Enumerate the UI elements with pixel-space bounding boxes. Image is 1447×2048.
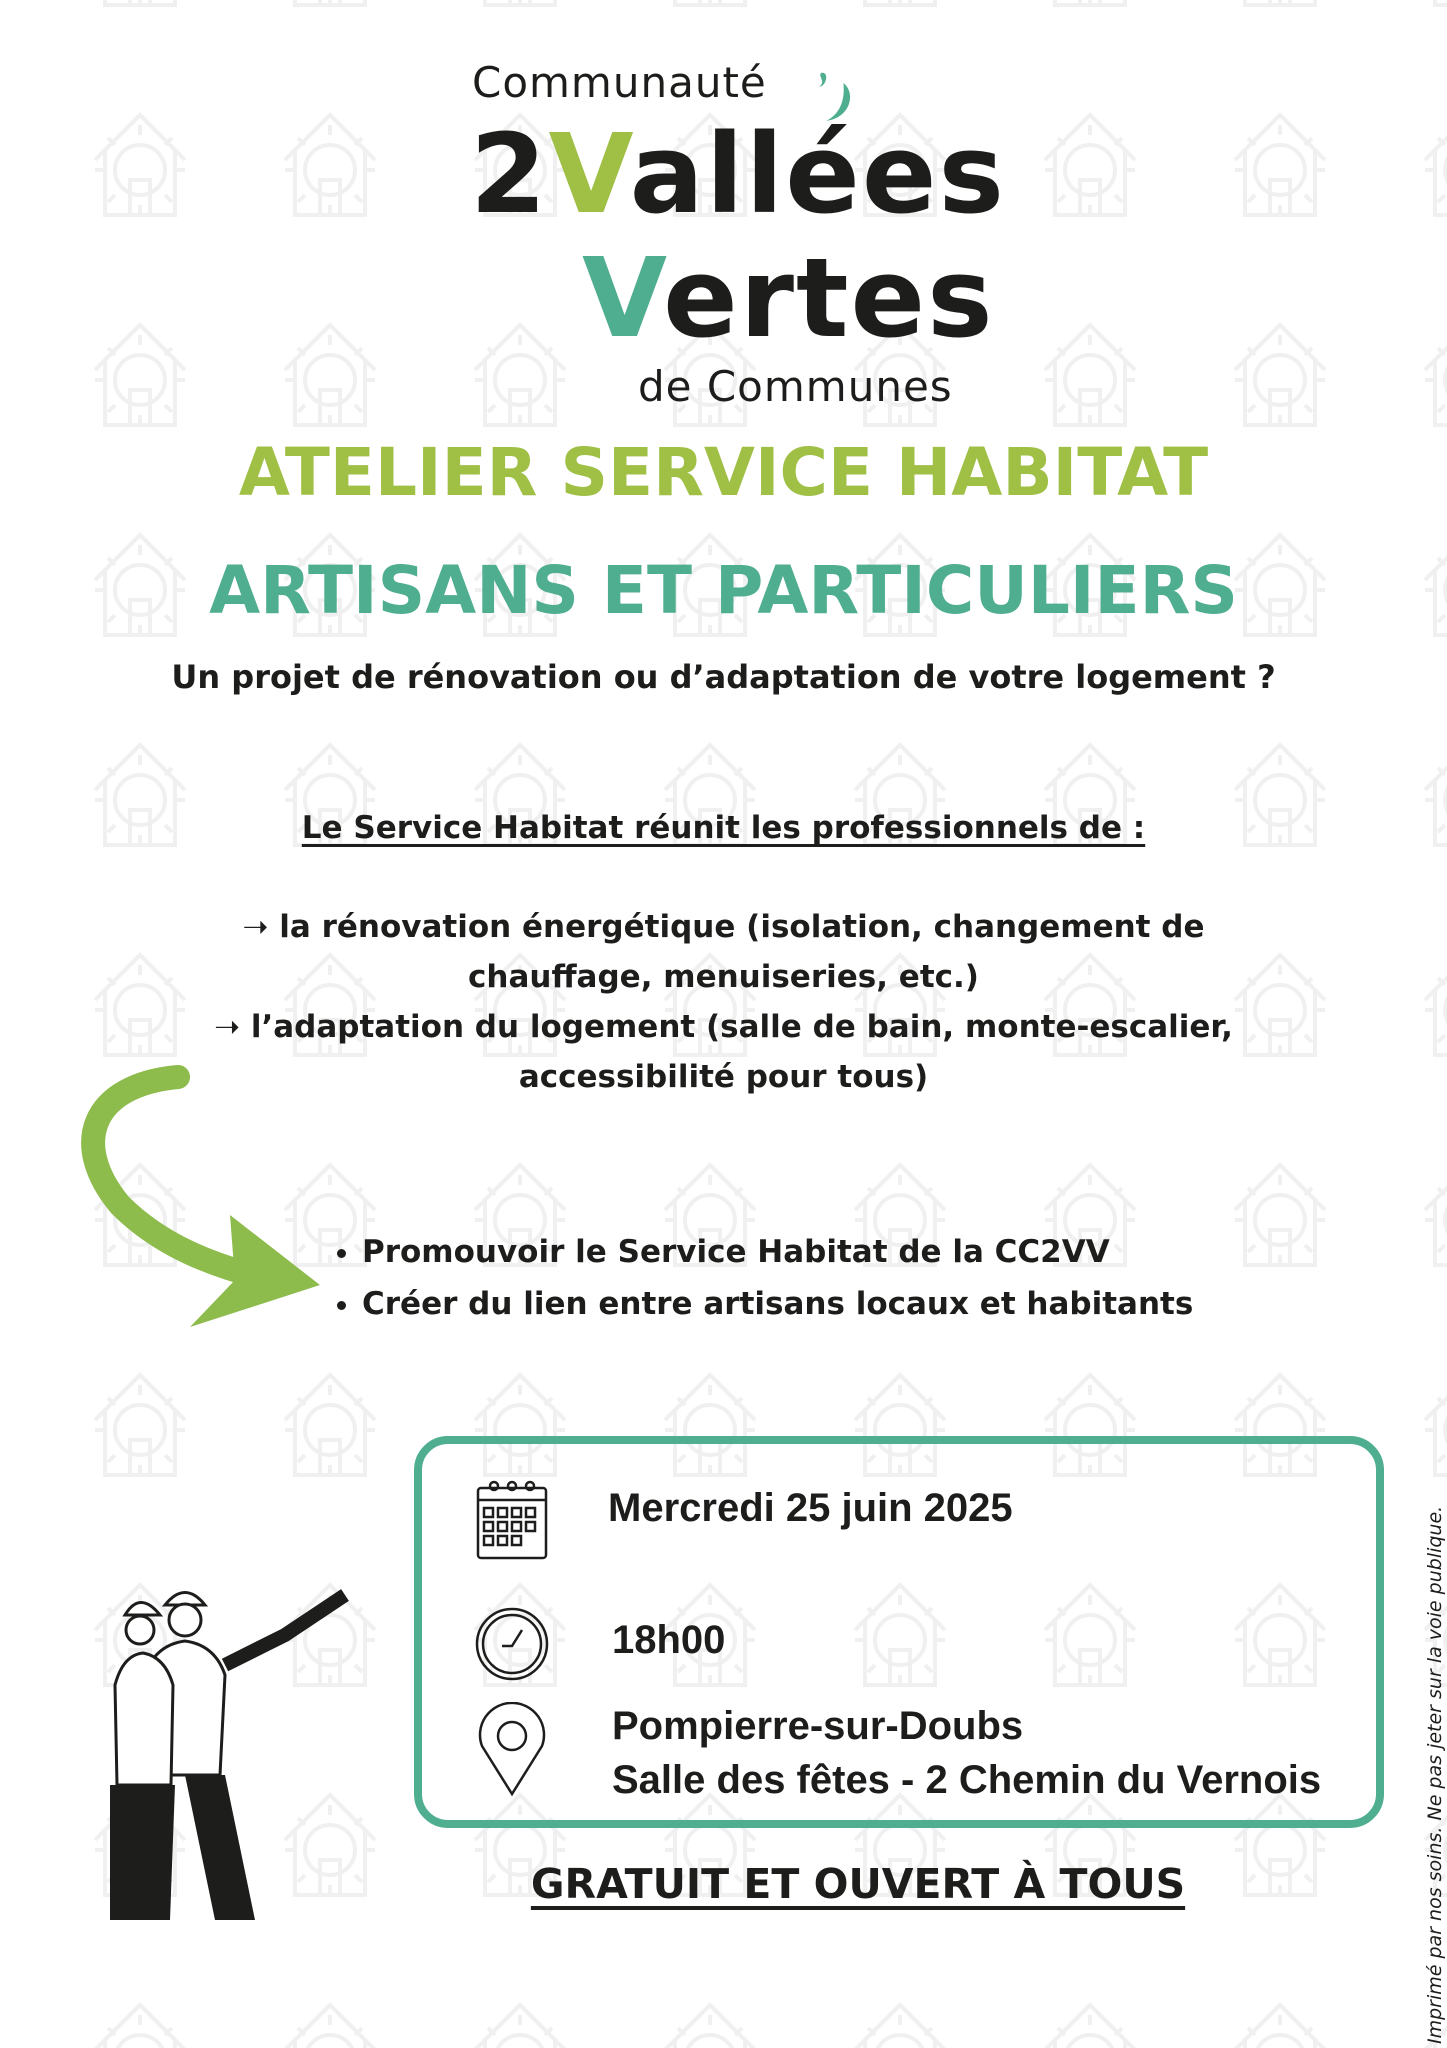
- event-time: 18h00: [612, 1618, 726, 1662]
- arrow-item: [0, 1002, 1447, 1052]
- goals-list: [362, 1226, 1193, 1330]
- logo-v-lime: V: [548, 110, 630, 238]
- arrow-item-line1: l’adaptation du logement (salle de bain, monte-escalier,: [250, 1009, 1233, 1045]
- footer-text: GRATUIT ET OUVERT À TOUS: [530, 1860, 1186, 1908]
- title-artisans: ARTISANS ET PARTICULIERS: [209, 552, 1238, 629]
- location-pin-icon: [474, 1702, 550, 1798]
- logo-allees: allées: [629, 110, 1006, 238]
- event-info-box: [414, 1436, 1384, 1828]
- arrow-right-icon: ➝: [242, 909, 280, 945]
- calendar-icon: [474, 1478, 550, 1562]
- logo-line-communaute: Communauté: [472, 58, 767, 107]
- logo-line-2vallees: [470, 110, 1006, 238]
- subtitle: Un projet de rénovation ou d’adaptation de votre logement ?: [171, 658, 1276, 696]
- clock-icon: [474, 1606, 550, 1682]
- logo-line-de-communes: de Communes: [638, 362, 953, 411]
- intro-text: [0, 803, 1447, 853]
- logo-digit: 2: [470, 110, 549, 238]
- goal-item: • Créer du lien entre artisans locaux et habitants: [362, 1278, 1193, 1330]
- arrow-item-line2: chauffage, menuiseries, etc.): [468, 959, 979, 995]
- title-atelier: ATELIER SERVICE HABITAT: [238, 434, 1209, 511]
- arrow-item-line1: la rénovation énergétique (isolation, changement de: [279, 909, 1205, 945]
- logo-v-teal: V: [582, 234, 664, 362]
- logo-ertes: ertes: [663, 234, 995, 362]
- arrow-item-line2: accessibilité pour tous): [518, 1059, 929, 1095]
- arrow-item: [0, 902, 1447, 952]
- goal-item: • Promouvoir le Service Habitat de la CC2VV: [362, 1226, 1193, 1278]
- footer-free-open: [0, 1860, 1447, 1908]
- intro-underlined: Le Service Habitat réunit les professionnels de :: [301, 810, 1146, 846]
- event-date: Mercredi 25 juin 2025: [608, 1486, 1013, 1530]
- curved-arrow-icon: [50, 1065, 340, 1335]
- logo: [470, 58, 1070, 418]
- side-note: Imprimé par nos soins. Ne pas jeter sur la voie publique.: [1424, 1505, 1446, 2044]
- logo-line-vertes: [582, 234, 995, 362]
- event-place-address: Salle des fêtes - 2 Chemin du Vernois: [612, 1758, 1322, 1802]
- arrow-right-icon: ➝: [214, 1009, 251, 1045]
- event-place-town: Pompierre-sur-Doubs: [612, 1704, 1024, 1748]
